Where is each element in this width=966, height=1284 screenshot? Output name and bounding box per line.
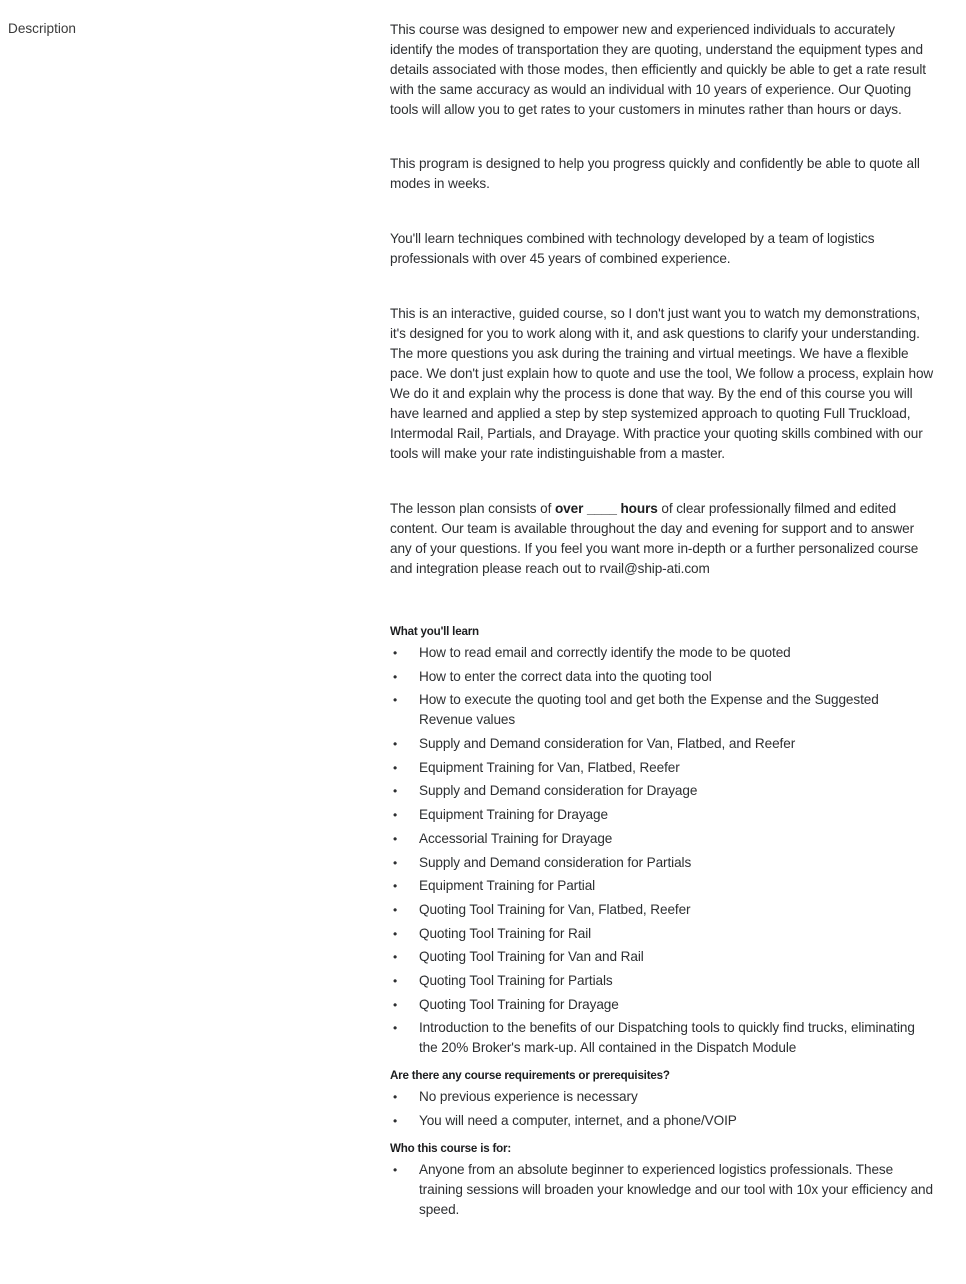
list-item bbox=[390, 900, 935, 920]
list-item bbox=[390, 924, 935, 944]
list-item-text: You will need a computer, internet, and a phone/VOIP bbox=[419, 1113, 737, 1128]
bullet-icon: • bbox=[393, 808, 398, 823]
list-item-text: Equipment Training for Van, Flatbed, Reefer bbox=[419, 759, 680, 775]
list-item-text: How to read email and correctly identify the mode to be quoted bbox=[419, 645, 791, 660]
list-item-text: Equipment Training for Partial bbox=[419, 878, 596, 894]
bullet-icon: • bbox=[393, 1090, 398, 1105]
list-item bbox=[390, 758, 935, 778]
list-item bbox=[390, 805, 935, 825]
list-item bbox=[390, 829, 935, 849]
list-item bbox=[390, 667, 935, 687]
bullet-icon: • bbox=[393, 926, 398, 941]
list-item bbox=[390, 853, 935, 873]
audience-list bbox=[390, 1160, 935, 1220]
lesson-plan-hours: over ____ hours bbox=[554, 501, 658, 516]
bullet-icon: • bbox=[393, 669, 398, 684]
list-item bbox=[390, 781, 935, 801]
list-item-text: Quoting Tool Training for Van and Rail bbox=[419, 949, 644, 965]
bullet-icon: • bbox=[393, 646, 398, 660]
list-item bbox=[390, 643, 935, 663]
bullet-icon: • bbox=[393, 1114, 398, 1128]
list-item bbox=[390, 876, 935, 896]
list-item bbox=[390, 1111, 935, 1131]
list-item bbox=[390, 1018, 935, 1058]
bullet-icon: • bbox=[393, 737, 398, 752]
paragraph-lesson-plan bbox=[390, 499, 935, 579]
bullet-icon: • bbox=[393, 831, 398, 846]
list-item-text: How to enter the correct data into the quoting tool bbox=[419, 668, 712, 684]
list-item-text: Quoting Tool Training for Drayage bbox=[419, 996, 619, 1012]
bullet-icon: • bbox=[393, 879, 398, 894]
list-item-text: Equipment Training for Drayage bbox=[419, 807, 608, 823]
list-item-text: Anyone from an absolute beginner to experienced logistics professionals. These training sessions will broaden your knowledge and our tool with 10x your efficiency and speed. bbox=[419, 1162, 933, 1217]
list-item-text: Accessorial Training for Drayage bbox=[419, 830, 613, 846]
list-item bbox=[390, 971, 935, 991]
bullet-icon: • bbox=[393, 973, 398, 988]
bullet-icon: • bbox=[393, 950, 398, 965]
list-item-text: Introduction to the benefits of our Dispatching tools to quickly find trucks, eliminating the 20% Broker's mark-up. All contained in the Dispatch Module bbox=[419, 1020, 915, 1056]
list-item bbox=[390, 734, 935, 754]
list-item-text: No previous experience is necessary bbox=[419, 1089, 638, 1105]
list-item-text: Quoting Tool Training for Rail bbox=[419, 925, 592, 941]
list-item-text: Quoting Tool Training for Van, Flatbed, Reefer bbox=[419, 901, 691, 917]
requirements-list bbox=[390, 1087, 935, 1131]
list-item bbox=[390, 1087, 935, 1107]
bullet-icon: • bbox=[393, 760, 398, 775]
bullet-icon: • bbox=[393, 784, 398, 799]
bullet-icon: • bbox=[393, 902, 398, 917]
lesson-plan-text-end: of clear professionally filmed and edited content. Our team is available throughout the day and evening for support and to answer any of your questions. If you feel you want more in-depth or a further personalized course and integration please reach out to rvail@ship-ati.com bbox=[390, 501, 919, 576]
bullet-icon: • bbox=[393, 1163, 398, 1177]
paragraph-techniques: You'll learn techniques combined with technology developed by a team of logistics professionals with over 45 years of combined experience. bbox=[390, 231, 875, 266]
bullet-icon: • bbox=[393, 855, 398, 870]
paragraph-interactive: This is an interactive, guided course, so I don't just want you to watch my demonstrations, it's designed for you to work along with it, and ask questions to clarify your understanding. The more questions you ask during the training and virtual meetings. We have a flexible pace. We don't just explain how to quote and use the tool, We follow a process, explain how We do it and explain why the process is done that way. By the end of this course you will have learned and applied a step by step systemized approach to quoting Full Truckload, Intermodal Rail, Partials, and Drayage. With practice your quoting skills combined with our tools will make your rate indistinguishable from a master. bbox=[390, 306, 934, 461]
list-item bbox=[390, 947, 935, 967]
list-item-text: How to execute the quoting tool and get both the Expense and the Suggested Revenue values bbox=[419, 692, 879, 728]
description-label: Description bbox=[8, 21, 76, 36]
bullet-icon: • bbox=[393, 997, 398, 1012]
list-item bbox=[390, 1160, 935, 1220]
description-content bbox=[390, 20, 935, 1224]
learn-list bbox=[390, 643, 935, 1058]
list-item-text: Supply and Demand consideration for Partials bbox=[419, 854, 692, 870]
audience-heading: Who this course is for: bbox=[390, 1142, 512, 1155]
lesson-plan-text-start: The lesson plan consists of bbox=[390, 501, 555, 516]
paragraph-program: This program is designed to help you progress quickly and confidently be able to quote all modes in weeks. bbox=[390, 156, 920, 191]
paragraph-intro: This course was designed to empower new and experienced individuals to accurately identify the modes of transportation they are quoting, understand the equipment types and details associated with those modes, then efficiently and quickly be able to get a rate result with the same accuracy as would an individual with 10 years of experience. Our Quoting tools will allow you to get rates to your customers in minutes rather than hours or days. bbox=[390, 22, 926, 117]
bullet-icon: • bbox=[393, 693, 398, 708]
list-item-text: Supply and Demand consideration for Drayage bbox=[419, 783, 698, 799]
list-item bbox=[390, 690, 935, 730]
list-item-text: Quoting Tool Training for Partials bbox=[419, 972, 613, 988]
bullet-icon: • bbox=[393, 1021, 398, 1036]
what-youll-learn-heading: What you'll learn bbox=[390, 625, 479, 638]
requirements-heading: Are there any course requirements or prerequisites? bbox=[390, 1069, 670, 1083]
list-item bbox=[390, 995, 935, 1015]
list-item-text: Supply and Demand consideration for Van, Flatbed, and Reefer bbox=[419, 736, 796, 752]
